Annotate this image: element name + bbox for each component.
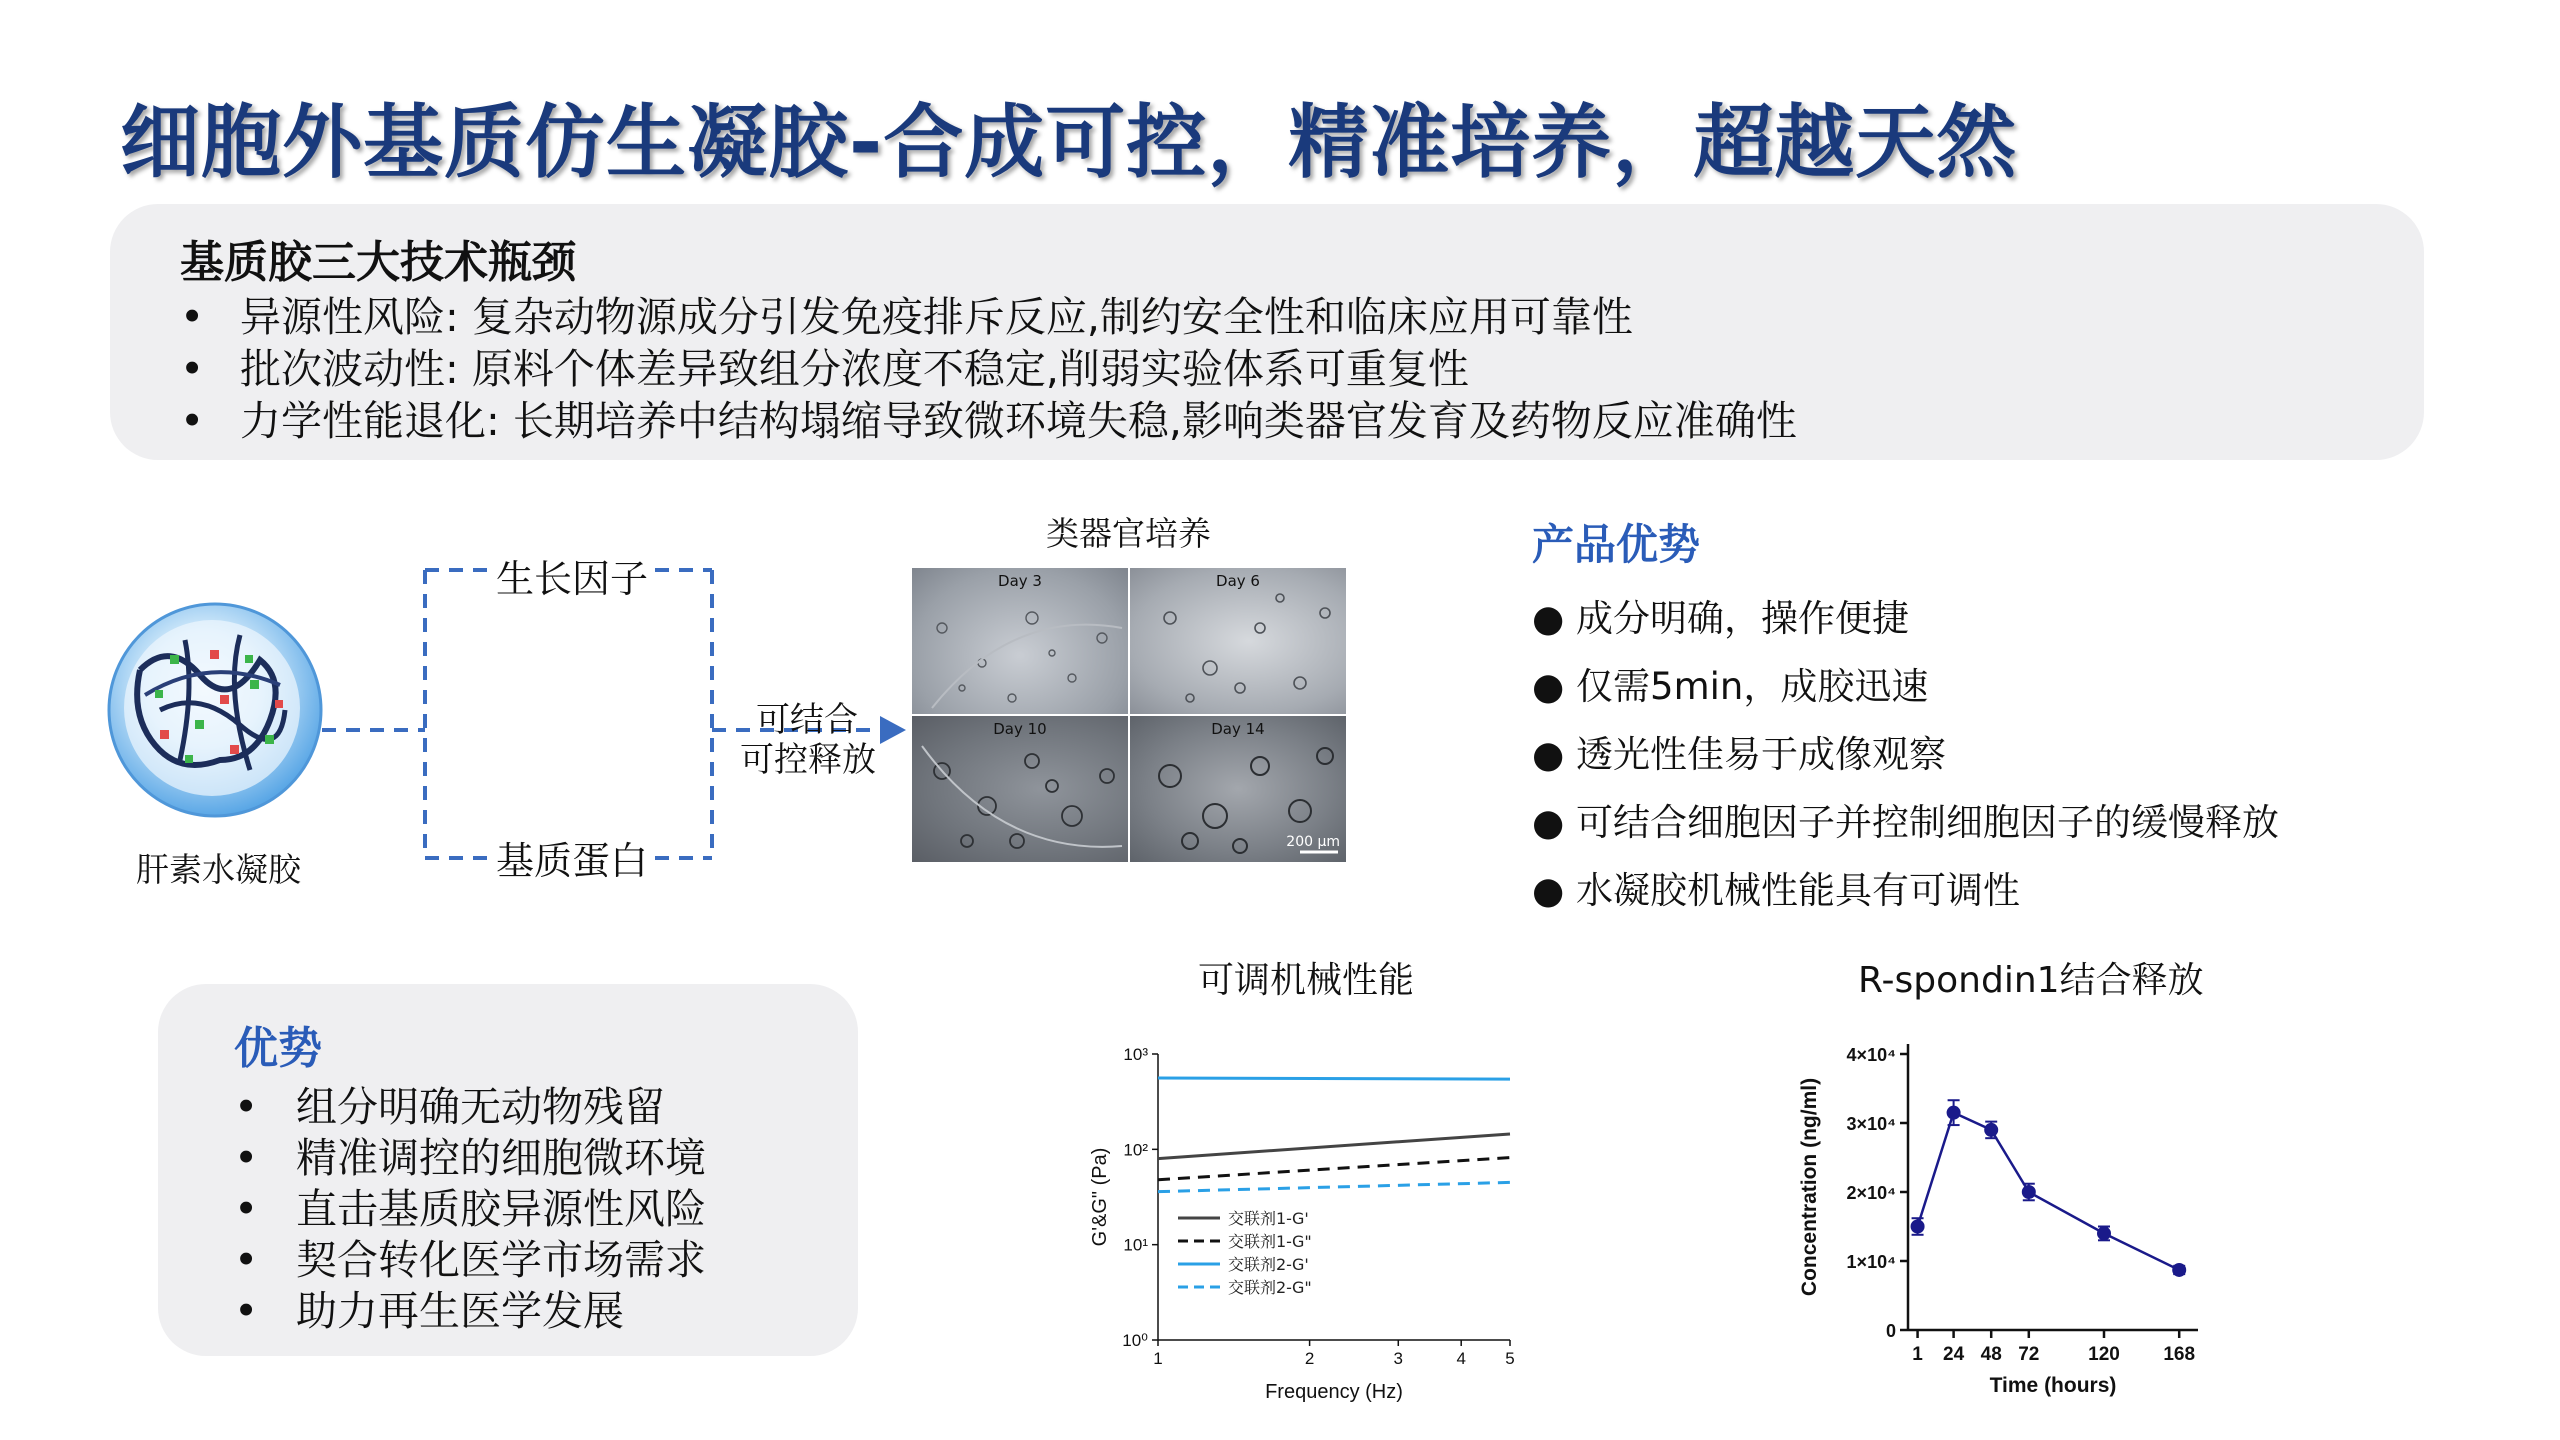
y-tick-label: 0 (1885, 1321, 1896, 1341)
product-advantage-item: ● 透光性佳易于成像观察 (1532, 733, 1947, 776)
day-label: Day 10 (993, 720, 1047, 738)
x-axis-label: Time (hours) (1989, 1374, 2117, 1397)
micrograph-day14 (1130, 716, 1346, 862)
series-line (1918, 1113, 2180, 1270)
advantage-item: • 助力再生医学发展 (234, 1287, 624, 1335)
day-label: Day 14 (1211, 720, 1265, 738)
y-tick-label: 4×10⁴ (1846, 1045, 1896, 1065)
organoid-title: 类器官培养 (1046, 514, 1211, 553)
series-line (1158, 1182, 1510, 1191)
data-point (2097, 1226, 2111, 1240)
bottleneck-panel (110, 204, 2424, 460)
series-line (1158, 1078, 1510, 1079)
bottleneck-item: • 异源性风险: 复杂动物源成分引发免疫排斥反应,制约安全性和临床应用可靠性 (180, 293, 1633, 341)
micrograph-day3 (912, 568, 1128, 714)
x-tick-label: 1 (1912, 1344, 1923, 1365)
chart1-title: 可调机械性能 (1198, 960, 1415, 1001)
matrix-protein-label: 基质蛋白 (496, 839, 649, 883)
release-label-line1: 可结合 (756, 700, 858, 740)
advantages-panel (158, 984, 858, 1356)
x-axis-label: Frequency (Hz) (1265, 1381, 1403, 1403)
data-point (2022, 1185, 2036, 1199)
legend-entry: 交联剂1-G" (1228, 1232, 1312, 1251)
advantage-item: • 契合转化医学市场需求 (234, 1236, 706, 1284)
day-label: Day 6 (1216, 572, 1260, 590)
y-tick-label: 2×10⁴ (1846, 1183, 1896, 1203)
x-tick-label: 48 (1980, 1344, 2002, 1365)
arrow-icon (880, 716, 906, 744)
x-tick-label: 3 (1393, 1349, 1404, 1368)
y-tick-label: 1×10⁴ (1846, 1252, 1896, 1272)
x-tick-label: 72 (2018, 1344, 2040, 1365)
y-axis-label: Concentration (ng/ml) (1798, 1077, 1821, 1297)
data-point (2172, 1263, 2186, 1277)
bottleneck-item: • 批次波动性: 原料个体差异致组分浓度不稳定,削弱实验体系可重复性 (180, 345, 1469, 393)
bottleneck-item: • 力学性能退化: 长期培养中结构塌缩导致微环境失稳,影响类器官发育及药物反应准确性 (180, 397, 1797, 445)
y-tick-label: 10² (1123, 1140, 1148, 1160)
x-tick-label: 168 (2163, 1344, 2196, 1365)
product-advantages-heading: 产品优势 (1532, 520, 1701, 569)
x-tick-label: 1 (1153, 1349, 1163, 1368)
data-point (1911, 1220, 1925, 1234)
x-tick-label: 4 (1456, 1349, 1466, 1368)
x-tick-label: 2 (1304, 1349, 1315, 1368)
data-point (1947, 1106, 1961, 1120)
chart2-title: R-spondin1结合释放 (1858, 960, 2204, 1001)
bottleneck-heading: 基质胶三大技术瓶颈 (180, 237, 576, 288)
hydrogel-sphere-icon (109, 604, 321, 816)
x-tick-label: 120 (2088, 1344, 2120, 1365)
product-advantage-item: ● 可结合细胞因子并控制细胞因子的缓慢释放 (1532, 801, 2280, 844)
scale-bar-label: 200 μm (1286, 834, 1340, 850)
advantage-item: • 精准调控的细胞微环境 (234, 1134, 706, 1182)
y-axis-label: G'&G" (Pa) (1089, 1147, 1111, 1247)
product-advantage-item: ● 成分明确，操作便捷 (1532, 597, 1910, 640)
growth-factor-label: 生长因子 (496, 557, 649, 601)
y-tick-label: 10³ (1123, 1045, 1148, 1064)
legend-entry: 交联剂2-G' (1228, 1255, 1309, 1274)
micrograph-day10 (912, 716, 1128, 862)
hydrogel-label: 肝素水凝胶 (136, 850, 301, 889)
page-title: 细胞外基质仿生凝胶-合成可控，精准培养，超越天然 (120, 96, 2018, 189)
rheology-chart (1080, 1040, 1540, 1420)
data-point (1984, 1123, 1998, 1137)
release-chart (1790, 1030, 2230, 1430)
release-label-line2: 可控释放 (740, 740, 876, 780)
micrograph-day6 (1130, 568, 1346, 714)
y-tick-label: 3×10⁴ (1846, 1114, 1896, 1134)
series-line (1158, 1134, 1510, 1159)
x-tick-label: 24 (1943, 1344, 1965, 1365)
x-tick-label: 5 (1505, 1349, 1515, 1368)
legend-entry: 交联剂1-G' (1228, 1209, 1309, 1228)
product-advantage-item: ● 仅需5min，成胶迅速 (1532, 665, 1929, 708)
day-label: Day 3 (998, 572, 1042, 590)
y-tick-label: 10¹ (1123, 1235, 1148, 1255)
product-advantage-item: ● 水凝胶机械性能具有可调性 (1532, 869, 2021, 912)
advantages-heading: 优势 (234, 1023, 322, 1074)
series-line (1158, 1158, 1510, 1180)
y-tick-label: 10⁰ (1122, 1331, 1148, 1350)
legend-entry: 交联剂2-G" (1228, 1278, 1312, 1297)
advantage-item: • 直击基质胶异源性风险 (234, 1185, 706, 1233)
advantage-item: • 组分明确无动物残留 (234, 1083, 665, 1131)
